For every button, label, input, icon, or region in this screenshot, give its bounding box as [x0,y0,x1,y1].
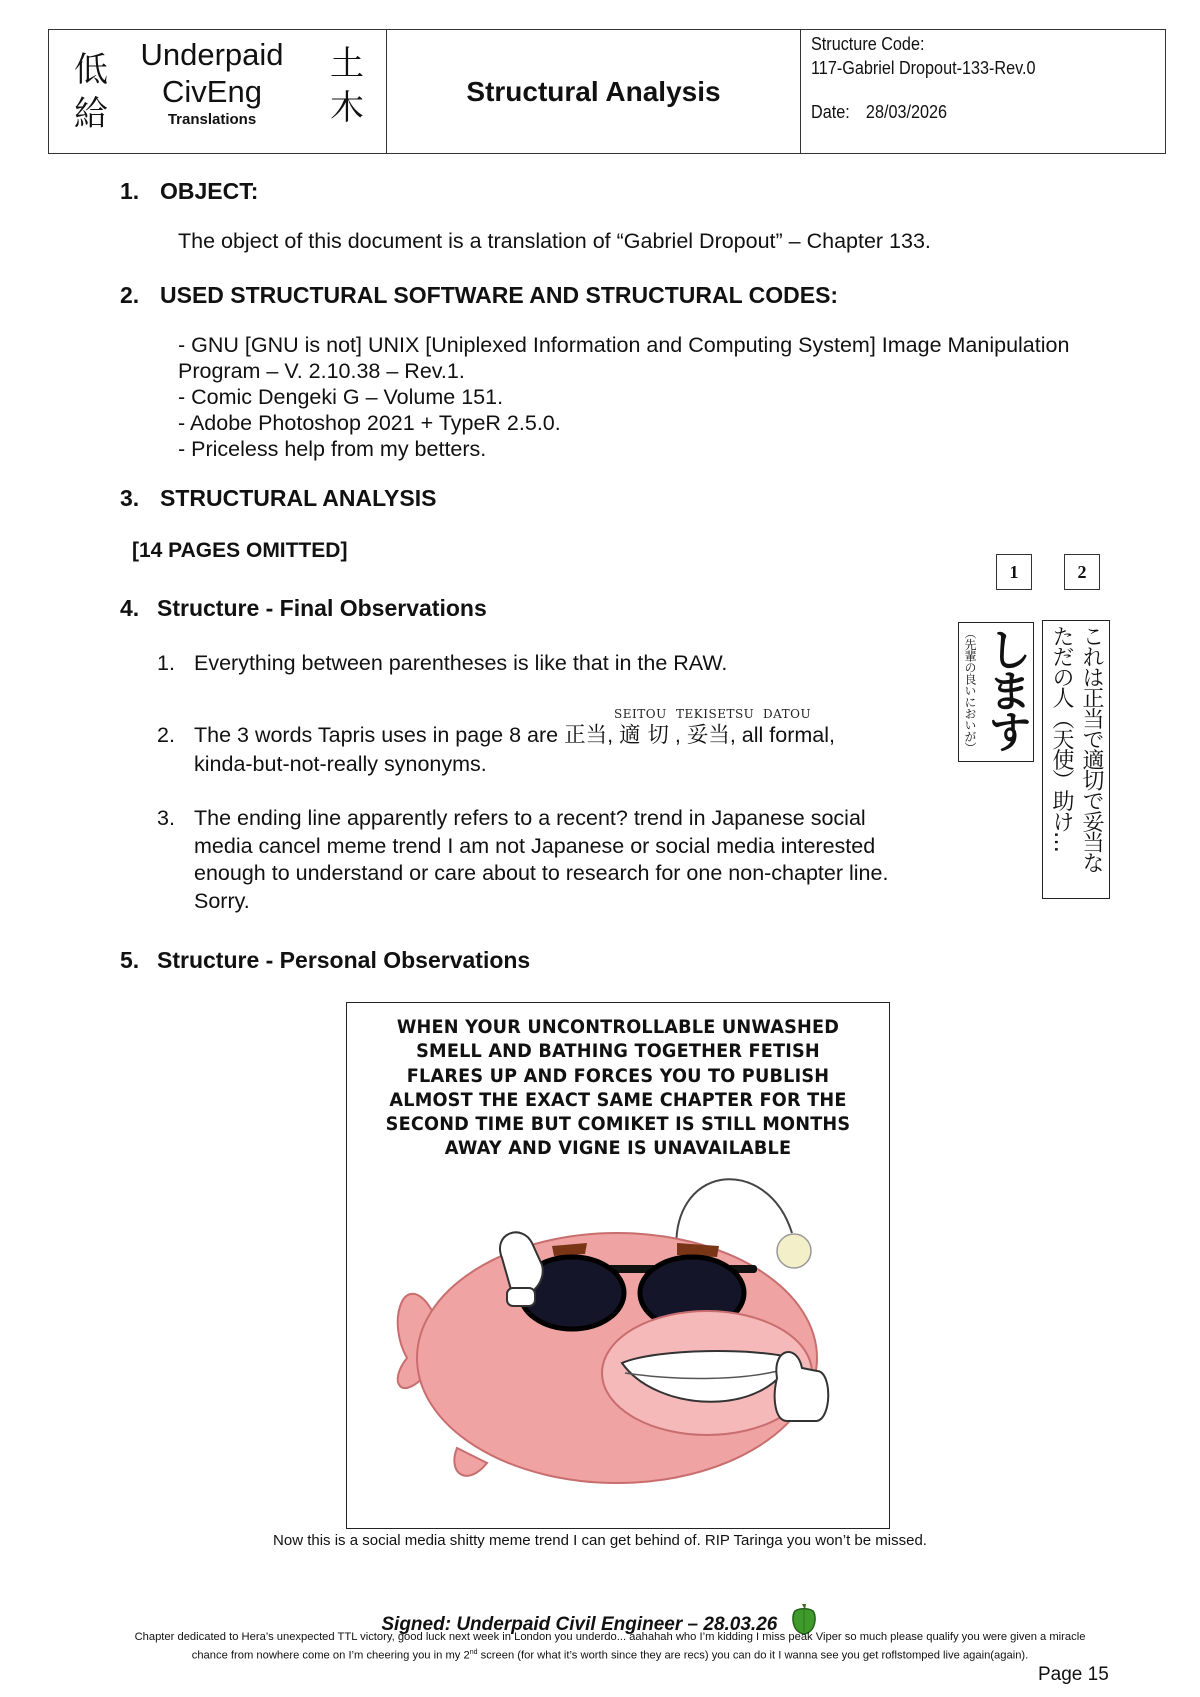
software-list [178,332,1069,462]
date-value: 28/03/2026 [865,102,948,122]
list-item: - Adobe Photoshop 2021 + TypeR 2.5.0. [178,411,561,435]
signature-line: Signed: Underpaid Civil Engineer – 28.03.26 [0,1602,1200,1636]
lower-fin-icon [454,1448,487,1476]
list-item: Program – V. 2.10.38 – Rev.1. [178,359,465,383]
antenna-bulb-icon [777,1234,811,1268]
observation-item-2-line-2: kinda-but-not-really synonyms. [194,752,487,776]
list-item: - Comic Dengeki G – Volume 151. [178,385,504,409]
panel-2-column-1: これは正当で適切で妥当な [1079,625,1104,873]
observation-item-2-line-1: 2. The 3 words Tapris uses in page 8 are 正当, 適 切 , 妥当, all formal, [157,723,835,748]
panel-number-1: 1 [996,554,1032,590]
structure-code: 117-Gabriel Dropout-133-Rev.0 [811,58,1036,78]
document-header [48,29,1166,154]
section-3-heading: 3. STRUCTURAL ANALYSIS [120,485,437,511]
furigana-row [614,707,811,721]
section-1-heading: 1. OBJECT: [120,178,259,204]
logo-subtitle: Translations [167,111,257,128]
panel-2-column-2: ただの人（天使）助け… [1049,625,1074,852]
document-title: Structural Analysis [466,75,721,107]
section-4-heading: 4. Structure - Final Observations [120,595,487,621]
meta-cell [801,30,1165,153]
list-item: - GNU [GNU is not] UNIX [Uniplexed Information and Computing System] Image Manipulation [178,333,1070,357]
title-cell [387,30,801,153]
meme-image [346,1002,890,1529]
panel-1-small-text: （先輩の良いにおいが） [963,627,977,754]
furigana-datou: DATOU [763,707,812,721]
meme-caption-below: Now this is a social media shitty meme trend I can get behind of. RIP Taringa you won’t be missed. [273,1532,927,1549]
section-5-heading: 5. Structure - Personal Observations [120,947,531,973]
observation-item-1: 1. Everything between parentheses is like that in the RAW. [157,651,728,675]
furigana-tekisetsu: TEKISETSU [676,707,755,721]
logo-cell [49,30,387,153]
manga-panel-2 [1042,620,1110,899]
manga-panel-1 [958,622,1034,762]
logo-name: Underpaid CivEng [140,37,284,109]
observation-item-3: 3. The ending line apparently refers to a recent? trend in Japanese social media cancel meme trend I am not Japanese or social media interested enough to understand or care about to research for one non-chapter line. Sorry. [157,806,889,913]
glove-cuff-icon [507,1288,535,1306]
furigana-seitou: SEITOU [614,707,667,721]
meme-caption: WHEN YOUR UNCONTROLLABLE UNWASHED SMELL AND BATHING TOGETHER FETISH FLARES UP AND FORCES YOU TO PUBLISH ALMOST THE EXACT SAME CHAPTER FOR THE SECOND TIME BUT COMIKET IS STILL MONTHS AWAY AND VIGNE IS UNAVAILABLE [385,1016,851,1160]
word-seitou: 正当 [564,723,608,748]
pages-omitted-note: [14 PAGES OMITTED] [132,539,348,562]
list-item: - Priceless help from my betters. [178,437,487,461]
dedication-text: Chapter dedicated to Hera’s unexpected TTL victory, good luck next week in London you underdo... aahahah who I’m kidding I miss peak Viper so much please qualify you were given a miracle chance from nowhere come on I’m cheering you in my 2nd screen (for what it’s worth since they are recs) you can do it I wanna see you get roflstomped live again(again). [134,1631,1086,1662]
word-datou: 妥当 [686,723,730,748]
panel-number-2: 2 [1064,554,1100,590]
word-tekisetsu: 適 切 [619,723,669,748]
logo-kanji-left: 低 給 [74,50,108,134]
section-2-heading: 2. USED STRUCTURAL SOFTWARE AND STRUCTURAL CODES: [120,282,839,308]
date-row [811,100,947,124]
section-1-text: The object of this document is a translation of “Gabriel Dropout” – Chapter 133. [178,229,931,253]
date-label: Date: [811,102,850,122]
structure-code-label: Structure Code: [811,34,925,54]
panel-1-big-text: します [980,627,1031,750]
observation-item-2 [157,722,835,777]
logo-kanji-right: 土 木 [330,44,364,128]
page-number: Page 15 [1038,1664,1109,1685]
